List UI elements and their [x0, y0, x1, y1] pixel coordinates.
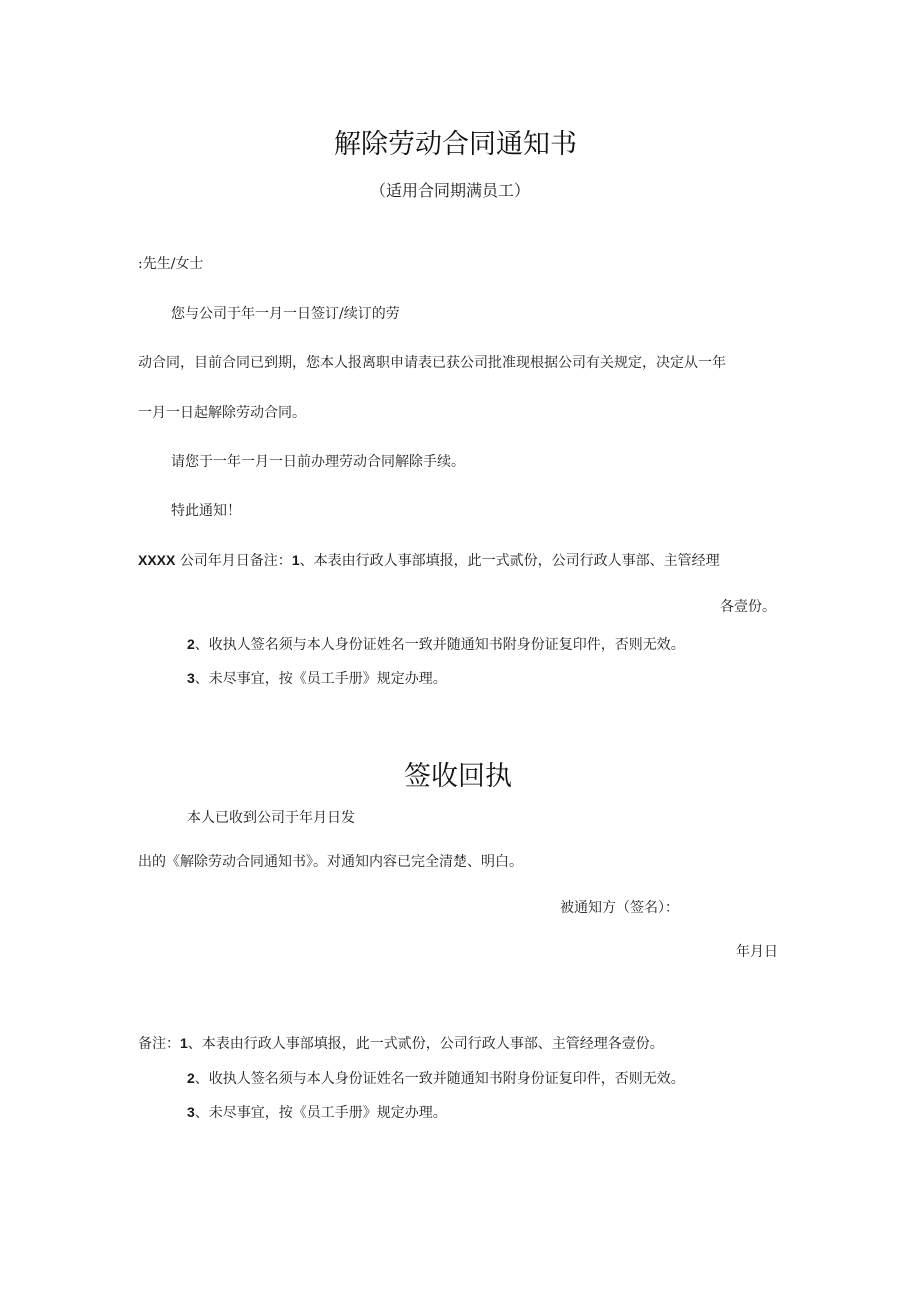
date-label: 年月日 — [736, 944, 778, 960]
receipt-note-3 — [187, 1102, 447, 1122]
receipt-note-3-number: 3 — [187, 1104, 195, 1120]
closing-statement: 特此通知！ — [171, 503, 241, 519]
company-footer-line — [138, 550, 720, 570]
note-2 — [187, 634, 685, 654]
company-name: XXXX — [138, 552, 176, 568]
receipt-note-2-number: 2 — [187, 1070, 195, 1086]
note-3-number: 3 — [187, 670, 195, 686]
notice-subtitle: （适用合同期满员工） — [370, 181, 531, 200]
receipt-title: 签收回执 — [404, 761, 512, 792]
note-1-text: 、本表由行政人事部填报，此一式贰份，公司行政人事部、主管经理 — [299, 553, 720, 569]
receipt-note-1 — [138, 1033, 664, 1053]
salutation: :先生/女士 — [138, 256, 204, 272]
receipt-note-1-text: 、本表由行政人事部填报，此一式贰份，公司行政人事部、主管经理各壹份。 — [187, 1036, 664, 1052]
receipt-note-3-text: 、未尽事宜，按《员工手册》规定办理。 — [194, 1105, 447, 1121]
receipt-note-2-text: 、收执人签名须与本人身份证姓名一致并随通知书附身份证复印件，否则无效。 — [194, 1071, 685, 1087]
note-2-number: 2 — [187, 636, 195, 652]
body-paragraph-1-line-2: 动合同，目前合同已到期，您本人报离职申请表已获公司批准现根据公司有关规定，决定从一年 — [138, 355, 726, 371]
note-3 — [187, 668, 447, 688]
notice-title: 解除劳动合同通知书 — [334, 129, 577, 160]
receipt-line-1: 本人已收到公司于年月日发 — [187, 810, 355, 826]
receipt-note-1-number: 1 — [180, 1035, 188, 1051]
signature-label: 被通知方（签名）： — [560, 900, 679, 916]
receipt-line-2: 出的《解除劳动合同通知书》。对通知内容已完全清楚、明白。 — [138, 854, 523, 870]
note-prefix: 备注： — [138, 1036, 180, 1052]
footer-date-remark: 公司年月日备注： — [179, 553, 292, 569]
note-1-continuation: 各壹份。 — [720, 599, 776, 615]
note-2-text: 、收执人签名须与本人身份证姓名一致并随通知书附身份证复印件，否则无效。 — [194, 637, 685, 653]
note-3-text: 、未尽事宜，按《员工手册》规定办理。 — [194, 671, 447, 687]
note-1-number: 1 — [291, 552, 300, 568]
body-paragraph-1-line-3: 一月一日起解除劳动合同。 — [138, 405, 306, 421]
body-paragraph-1-line-1: 您与公司于年一月一日签订/续订的劳 — [171, 306, 400, 322]
receipt-note-2 — [187, 1068, 685, 1088]
body-paragraph-2: 请您于一年一月一日前办理劳动合同解除手续。 — [171, 454, 465, 470]
